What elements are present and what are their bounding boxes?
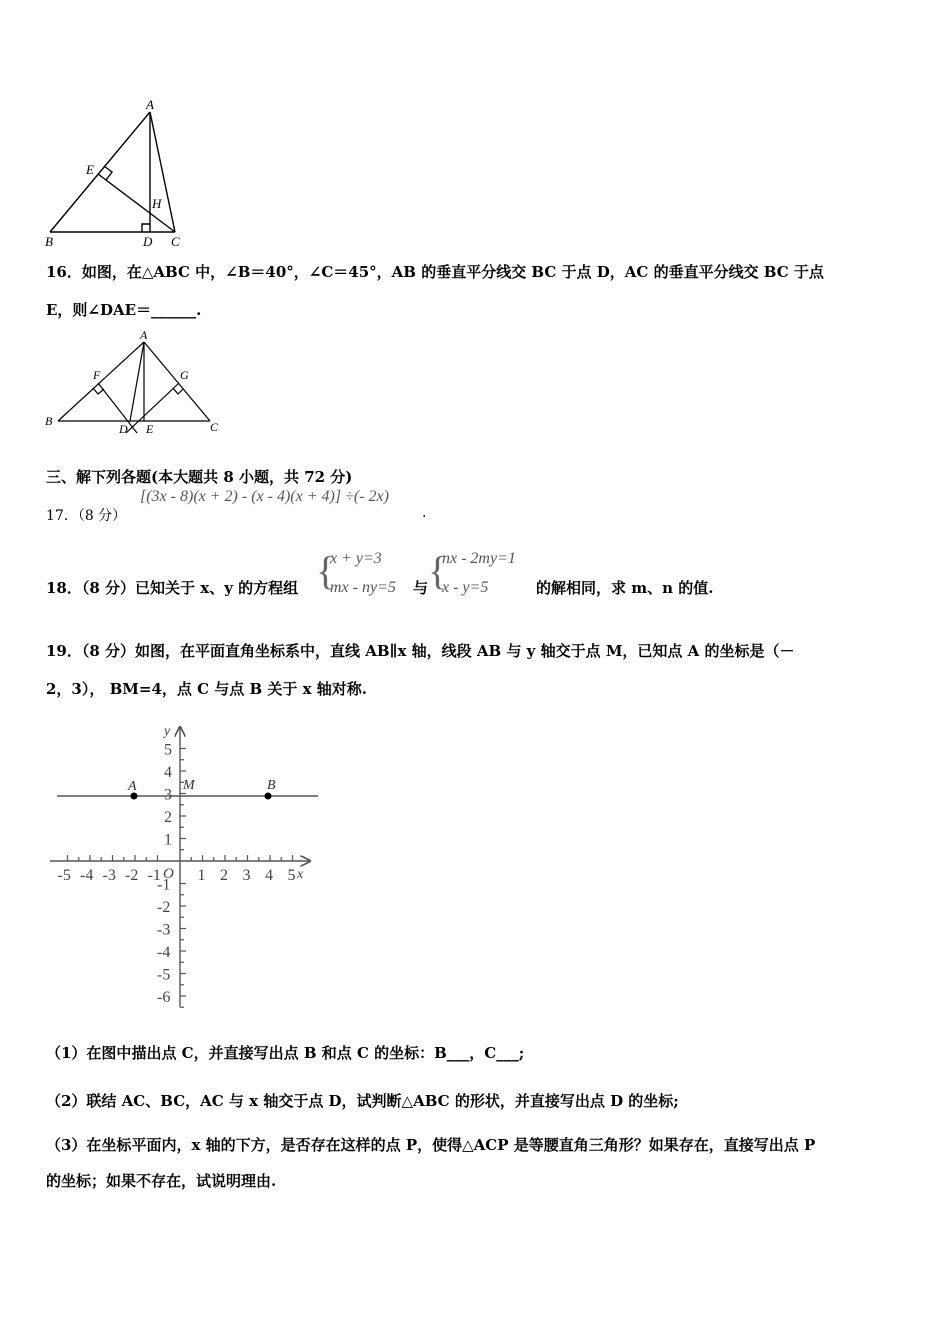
q19-line1: 19．（8 分）如图，在平面直角坐标系中，直线 AB∥x 轴，线段 AB 与 y 轴交于点 M，已知点 A 的坐标是（－ (46, 642, 795, 660)
coordinate-plane (40, 715, 340, 1015)
side-ab (58, 342, 144, 421)
system2-eq1: nx - 2my=1 (442, 550, 516, 567)
right-angle-mark-g (173, 388, 183, 394)
q18-suffix: 的解相同，求 m、n 的值. (536, 579, 714, 597)
point-b (265, 793, 272, 800)
q16-line1: 16．如图，在△ABC 中，∠B＝40°，∠C＝45°，AB 的垂直平分线交 BC 于点 D，AC 的垂直平分线交 BC 于点 (46, 263, 824, 281)
q19-part1: （1）在图中描出点 C，并直接写出点 B 和点 C 的坐标：B___，C___; (46, 1044, 525, 1062)
label-g: G (180, 368, 189, 382)
section-3-title: 三、解下列各题(本大题共 8 小题，共 72 分) (46, 468, 353, 486)
point-a-label: A (128, 779, 137, 794)
y-tick-label: -3 (157, 921, 171, 939)
system1-eq1: x + y=3 (330, 550, 382, 567)
y-tick-label: -1 (157, 876, 171, 894)
y-tick-label: -5 (157, 966, 171, 984)
system2-eq2: x - y=5 (442, 579, 489, 596)
x-tick-label: -3 (102, 867, 116, 884)
label-b: B (45, 414, 53, 428)
q19-part2: （2）联结 AC、BC，AC 与 x 轴交于点 D，试判断△ABC 的形状，并直接写出点 D 的坐标; (46, 1092, 679, 1110)
y-tick-label: 1 (164, 831, 172, 849)
q19-line2: 2，3）， BM=4，点 C 与点 B 关于 x 轴对称. (46, 680, 367, 698)
label-d: D (119, 422, 128, 436)
point-m-label: M (183, 778, 195, 793)
x-tick-label: 4 (265, 867, 273, 884)
x-tick-label: -4 (80, 867, 94, 884)
x-tick-label: -5 (57, 867, 71, 884)
label-d: D (143, 234, 153, 249)
y-tick-label: 4 (164, 764, 172, 781)
y-tick-label: 3 (164, 786, 172, 804)
right-angle-mark-d (142, 224, 150, 232)
bisector-fd (98, 383, 137, 433)
origin-label: O (163, 866, 174, 882)
x-tick-label: 5 (287, 867, 296, 884)
system2-brace: { (428, 548, 448, 593)
right-angle-mark-e (104, 166, 112, 180)
figure-perpendicular-bisectors (40, 325, 230, 440)
figure-triangle-altitude (40, 95, 200, 255)
label-a: A (140, 328, 148, 342)
system1-eq2: mx - ny=5 (330, 579, 396, 596)
x-tick-label: 1 (197, 867, 206, 884)
y-tick-label: 2 (164, 809, 172, 826)
label-c: C (171, 234, 180, 249)
label-f: F (93, 368, 101, 382)
x-tick-label: -2 (125, 867, 139, 884)
y-tick-label: -2 (157, 899, 171, 916)
x-axis-label: x (297, 867, 304, 882)
x-tick-label: 2 (220, 867, 228, 884)
q17-number: 17．（8 分） (46, 508, 127, 524)
y-tick-label: 5 (164, 741, 172, 759)
x-tick-label: 3 (242, 867, 251, 884)
side-ab (50, 112, 150, 232)
q19-part3-line2: 的坐标；如果不存在，试说明理由. (46, 1172, 277, 1190)
y-tick-label: -6 (157, 989, 171, 1006)
y-tick-label: -4 (157, 944, 171, 961)
label-c: C (210, 420, 219, 434)
q16-line2: E，则∠DAE＝______. (46, 301, 202, 319)
system1-brace: { (316, 548, 336, 593)
q19-part3-line1: （3）在坐标平面内，x 轴的下方，是否存在这样的点 P，使得△ACP 是等腰直角三角形？如果存在，直接写出点 P (46, 1136, 816, 1154)
segment-ce (98, 174, 175, 232)
label-e: E (146, 422, 154, 436)
q18-middle: 与 (413, 579, 429, 597)
side-ac (150, 112, 175, 232)
label-e: E (86, 162, 94, 177)
segment-ad (130, 342, 144, 421)
side-ac (144, 342, 210, 421)
x-tick-label: -1 (147, 867, 161, 884)
label-h: H (152, 196, 162, 211)
q17-end: . (422, 505, 427, 521)
point-b-label: B (267, 778, 276, 793)
label-a: A (146, 97, 154, 112)
q17-expression: [(3x - 8)(x + 2) - (x - 4)(x + 4)] ÷(- 2x) (140, 488, 389, 505)
label-b: B (45, 234, 53, 249)
q18-prefix: 18．（8 分）已知关于 x、y 的方程组 (46, 579, 299, 597)
y-axis-label: y (164, 724, 171, 739)
